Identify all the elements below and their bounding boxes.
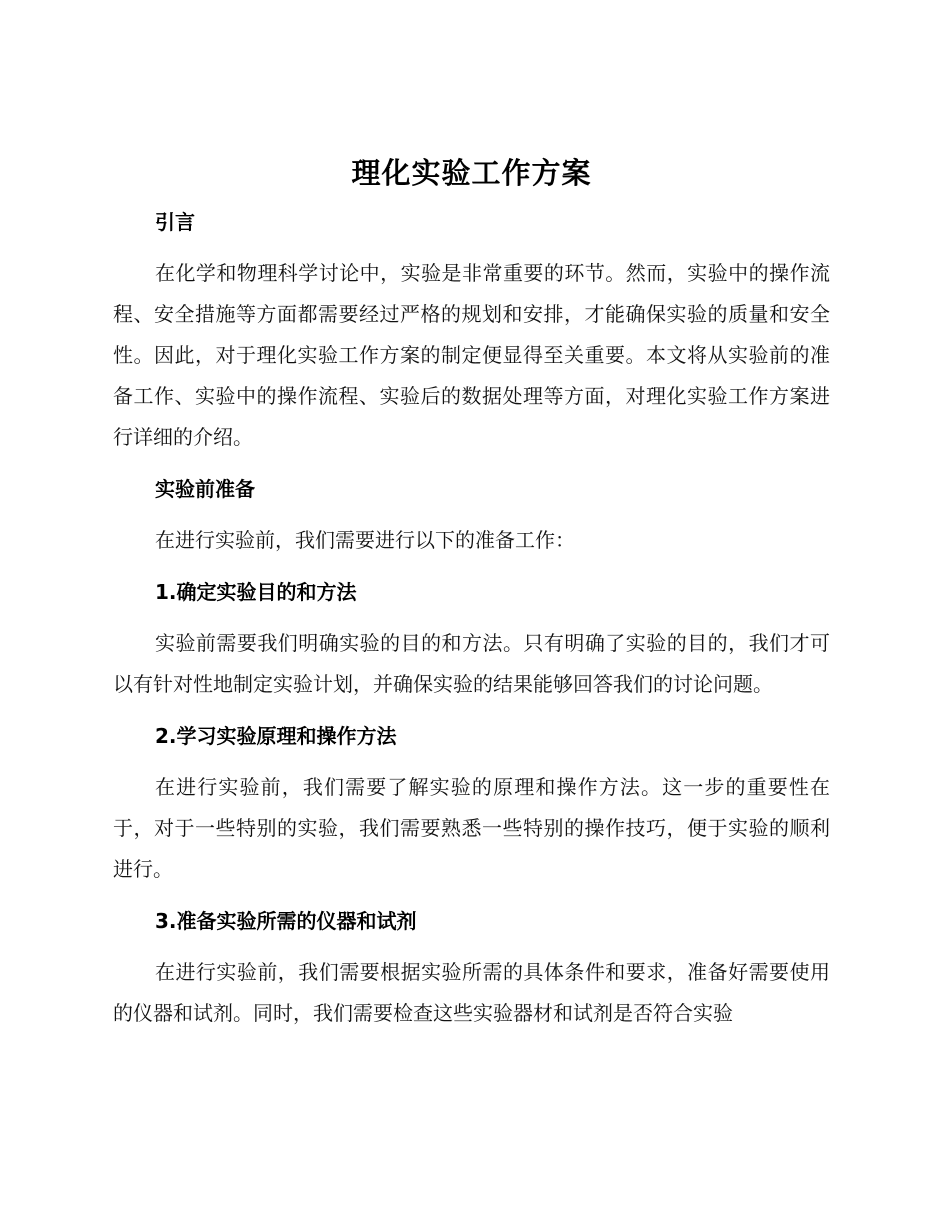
item-1-paragraph: 实验前需要我们明确实验的目的和方法。只有明确了实验的目的，我们才可以有针对性地制定实验计划，并确保实验的结果能够回答我们的讨论问题。 [113,631,830,696]
heading-introduction: 引言 [155,210,195,234]
document-body [113,150,830,1034]
introduction-paragraph: 在化学和物理科学讨论中，实验是非常重要的环节。然而，实验中的操作流程、安全措施等方面都需要经过严格的规划和安排，才能确保实验的质量和安全性。因此，对于理化实验工作方案的制定便显得至关重要。本文将从实验前的准备工作、实验中的操作流程、实验后的数据处理等方面，对理化实验工作方案进行详细的介绍。 [113,261,830,449]
spacer [113,506,830,520]
preparation-intro-paragraph: 在进行实验前，我们需要进行以下的准备工作： [155,528,575,552]
heading-item-3: 3.准备实验所需的仪器和试剂 [155,909,417,933]
spacer [113,196,830,205]
spacer [113,561,830,575]
spacer [113,705,830,719]
spacer [113,458,830,472]
heading-item-1: 1.确定实验目的和方法 [155,580,357,604]
item-3-paragraph: 在进行实验前，我们需要根据实验所需的具体条件和要求，准备好需要使用的仪器和试剂。同时，我们需要检查这些实验器材和试剂是否符合实验 [113,960,830,1025]
spacer [113,753,830,767]
heading-preparation: 实验前准备 [155,477,255,501]
document-title: 理化实验工作方案 [351,156,592,190]
spacer [113,938,830,952]
spacer [113,609,830,623]
heading-item-2: 2.学习实验原理和操作方法 [155,724,397,748]
item-2-paragraph: 在进行实验前，我们需要了解实验的原理和操作方法。这一步的重要性在于，对于一些特别的实验，我们需要熟悉一些特别的操作技巧，便于实验的顺利进行。 [113,775,830,881]
spacer [113,239,830,253]
spacer [113,890,830,904]
